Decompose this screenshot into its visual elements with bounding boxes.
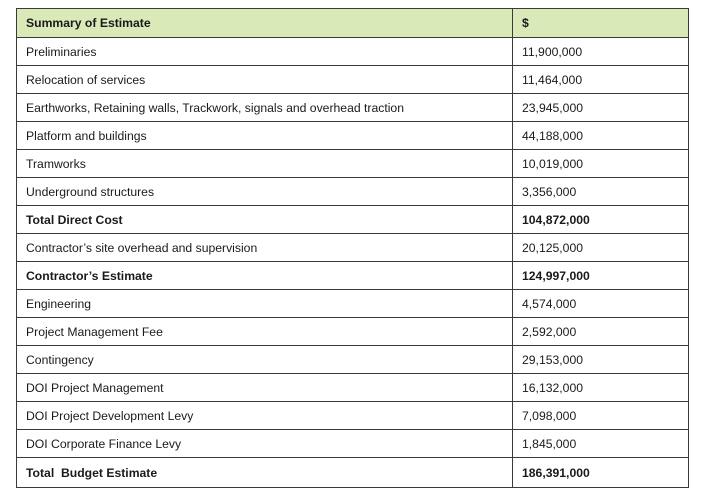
contractors-estimate-label: Contractor’s Estimate [17,262,513,290]
contractors-estimate-amount: 124,997,000 [513,262,689,290]
table-row [17,178,689,206]
row-label: Engineering [17,290,513,318]
row-amount: 11,900,000 [513,38,689,66]
table-row [17,122,689,150]
table-row [17,374,689,402]
row-label: Preliminaries [17,38,513,66]
row-label: DOI Corporate Finance Levy [17,430,513,458]
total-direct-cost-label: Total Direct Cost [17,206,513,234]
row-amount: 23,945,000 [513,94,689,122]
row-label: Earthworks, Retaining walls, Trackwork, signals and overhead traction [17,94,513,122]
table-row [17,430,689,458]
header-amount: $ [513,9,689,38]
total-row [17,206,689,234]
row-amount: 44,188,000 [513,122,689,150]
table-row [17,402,689,430]
header-label: Summary of Estimate [17,9,513,38]
row-label: Relocation of services [17,66,513,94]
row-amount: 29,153,000 [513,346,689,374]
row-amount: 7,098,000 [513,402,689,430]
total-direct-cost-amount: 104,872,000 [513,206,689,234]
row-label: Underground structures [17,178,513,206]
row-amount: 3,356,000 [513,178,689,206]
row-amount: 11,464,000 [513,66,689,94]
table-row [17,290,689,318]
row-label: Contingency [17,346,513,374]
row-amount: 1,845,000 [513,430,689,458]
total-budget-estimate-label: Total Budget Estimate [17,458,513,488]
table-row [17,94,689,122]
table-row [17,66,689,94]
table-row [17,38,689,66]
row-amount: 2,592,000 [513,318,689,346]
table-header-row [17,9,689,38]
row-amount: 16,132,000 [513,374,689,402]
row-label: Contractor’s site overhead and supervision [17,234,513,262]
total-row [17,458,689,488]
estimate-summary-table [16,8,689,488]
total-budget-estimate-amount: 186,391,000 [513,458,689,488]
row-label: Tramworks [17,150,513,178]
row-amount: 20,125,000 [513,234,689,262]
row-label: Project Management Fee [17,318,513,346]
row-label: DOI Project Management [17,374,513,402]
row-label: Platform and buildings [17,122,513,150]
table-row [17,346,689,374]
row-label: DOI Project Development Levy [17,402,513,430]
table-row [17,318,689,346]
row-amount: 10,019,000 [513,150,689,178]
table-row [17,234,689,262]
row-amount: 4,574,000 [513,290,689,318]
total-row [17,262,689,290]
table-row [17,150,689,178]
